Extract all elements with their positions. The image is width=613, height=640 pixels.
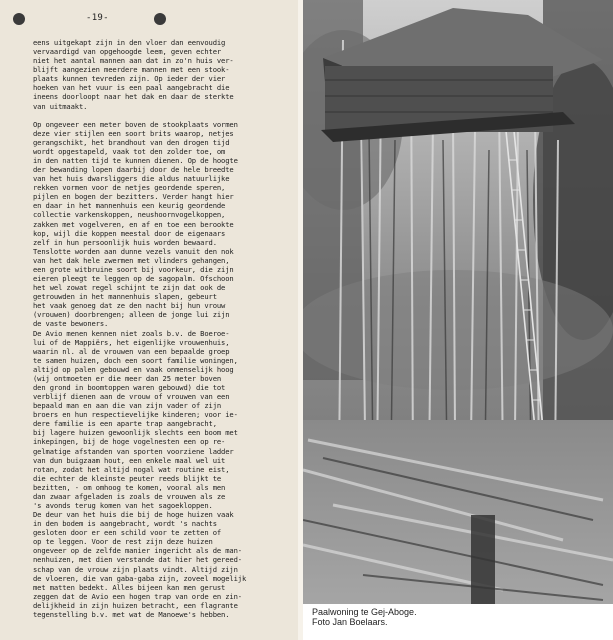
text-line: nenhuizen, met dien verstande dat hier het gereed- (33, 555, 242, 565)
text-line: van het huis dwarsliggers die aldus natuurlijke (33, 174, 230, 184)
text-line: dan zwaar afgeladen is zoals de vrouwen als ze (33, 491, 226, 501)
punch-hole-right (154, 13, 166, 25)
text-line: verblijf dienen aan de vrouw of vrouwen van een (33, 392, 230, 402)
text-line: 's avonds terug komen van het sagoekloppen. (33, 500, 213, 510)
punch-hole-left (13, 13, 25, 25)
text-line: gelmatige afstanden van sporten voorziene ladder (33, 446, 234, 456)
text-line: bepaald man en aan die van zijn vader of zijn (33, 401, 222, 411)
text-line: lui of de Mappiërs, het eigenlijke vrouwenhuis, (33, 337, 230, 347)
text-line: gerangschikt, het brandhout van den drogen tijd (33, 137, 230, 147)
text-line: in den bodem is aangebracht, wordt 's nachts (33, 519, 217, 529)
text-line: rekken vormen voor de netjes geordende speren, (33, 183, 226, 193)
text-line: met matten bedekt. Alles bijeen kan men gerust (33, 582, 226, 592)
text-line: de vloeren, die van gaba-gaba zijn, zoveel mogelijk (33, 573, 247, 583)
typewritten-page (0, 0, 298, 640)
text-line: blijft aangezien meerdere mannen met een stook- (33, 65, 230, 75)
text-line: van het dak hele zwermen met vlinders gehangen, (33, 255, 230, 265)
text-line: eens uitgekapt zijn in den vloer dan eenvoudig (33, 38, 226, 47)
text-line: rotan, zodat het altijd nogal wat routine eist, (33, 464, 230, 474)
text-line: te samen huizen, doch een soort familie woningen, (33, 355, 238, 365)
text-line: De Avio menen kennen niet zoals b.v. de Boeroe- (33, 328, 230, 338)
text-line: waarin nl. al de vrouwen van een bepaalde groep (33, 346, 230, 356)
text-line: Op ongeveer een meter boven de stookplaats vormen (33, 119, 238, 129)
text-line: plaats kunnen tevreden zijn. Op ieder der vier (33, 74, 226, 84)
text-line: dere familie is een aparte trap aangebracht, (33, 419, 217, 429)
text-line: zeggen dat de Avio een hogen trap van orde en zin- (33, 591, 242, 601)
text-line: de vaste bewoners. (33, 319, 109, 329)
text-line: ineens doorloopt naar het dak en daar de sterkte (33, 92, 234, 102)
text-line: altijd op palen gebouwd en vaak onmenselijk hoog (33, 364, 234, 374)
photo-caption (312, 607, 612, 627)
text-line: niet het aantal mannen aan dat in zo'n huis ver- (33, 56, 234, 66)
text-line: bij lagere huizen gewoonlijk slechts een boom met (33, 428, 238, 438)
text-line: van dun buigzaam hout, een enkele maal wel uit (33, 455, 226, 465)
text-line: en daar in het mannenhuis een keurig geordende (33, 201, 226, 211)
text-line: zakken met vogelveren, en af en toe een berookte (33, 219, 234, 229)
text-line: De deur van het huis die bij de hoge huizen vaak (33, 510, 234, 520)
text-line: ongeveer op de zelfde manier ingericht als de man- (33, 546, 242, 556)
text-line: tegenstelling b.v. met wat de Manoewe's hebben. (33, 609, 230, 619)
text-line (33, 111, 295, 120)
text-line: kop, wijl die koppen meestal door de eigenaars (33, 228, 226, 238)
text-line: in den natten tijd te kunnen dienen. Op de hoogte (33, 156, 238, 166)
text-line: broers en hun respectievelijke kinderen; voor ie- (33, 410, 238, 420)
text-line: der bewanding lopen daarbij door de hele breedte (33, 165, 234, 175)
caption-title: Paalwoning te Gej-Aboge. (312, 607, 417, 617)
text-line: inkepingen, bij de hoge vogelnesten een op re- (33, 437, 226, 447)
text-line: den grond in boomtoppen waren gebouwd) die tot (33, 382, 226, 392)
text-line: collectie varkenskoppen, neushoornvogelkoppen, (33, 210, 226, 220)
text-line: Tenslotte worden aan dunne vezels vanuit den nok (33, 246, 234, 256)
text-line: hoeken van het vuur is een paal aangebracht die (33, 83, 230, 93)
text-line: eieren pleegt te leggen op de sagopalm. Ofschoon (33, 274, 234, 284)
caption-credit: Foto Jan Boelaars. (312, 617, 388, 627)
text-line: gesloten door er een schild voor te zetten of (33, 528, 222, 538)
text-line: deze vier stijlen een soort brits waarop, netjes (33, 128, 234, 138)
text-line: het vaak genoeg dat ze den nacht bij hun vrouw (33, 301, 226, 311)
text-line: getrouwden in het mannenhuis slapen, gebeurt (33, 292, 217, 302)
text-line: pijlen en bogen der bezitters. Verder hangt hier (33, 192, 234, 202)
text-line: (vrouwen) doorbrengen; alleen de jonge lui zijn (33, 310, 230, 320)
article-body (33, 38, 295, 619)
text-line: van uitmaakt. (33, 101, 88, 111)
text-line: schap van de vrouw zijn plaats vindt. Altijd zijn (33, 564, 238, 574)
text-line: een grote witbruine soort bij voorkeur, die zijn (33, 264, 234, 274)
text-line: die echter de kleinste peuter reeds blijkt te (33, 473, 222, 483)
text-line: wordt opgestapeld, vaak tot den zolder toe, om (33, 146, 226, 156)
text-line: delijkheid in zijn huizen betracht, een flagrante (33, 600, 238, 610)
text-line: bezitten, - om omhoog te komen, vooral als men (33, 482, 226, 492)
photo-illustration (303, 0, 613, 604)
text-line: (wij ontmoeten er die meer dan 25 meter boven (33, 373, 222, 383)
text-line: vervaardigd van opgehoogde leem, geven echter (33, 47, 222, 57)
page-number: -19- (86, 13, 109, 23)
stilt-house-photo (303, 0, 613, 604)
text-line: op te leggen. Voor de rest zijn deze huizen (33, 537, 213, 547)
text-line: het wel zowat regel schijnt te zijn dat ook de (33, 283, 226, 293)
text-line: zelf in hun persoonlijk huis worden bewaard. (33, 237, 217, 247)
